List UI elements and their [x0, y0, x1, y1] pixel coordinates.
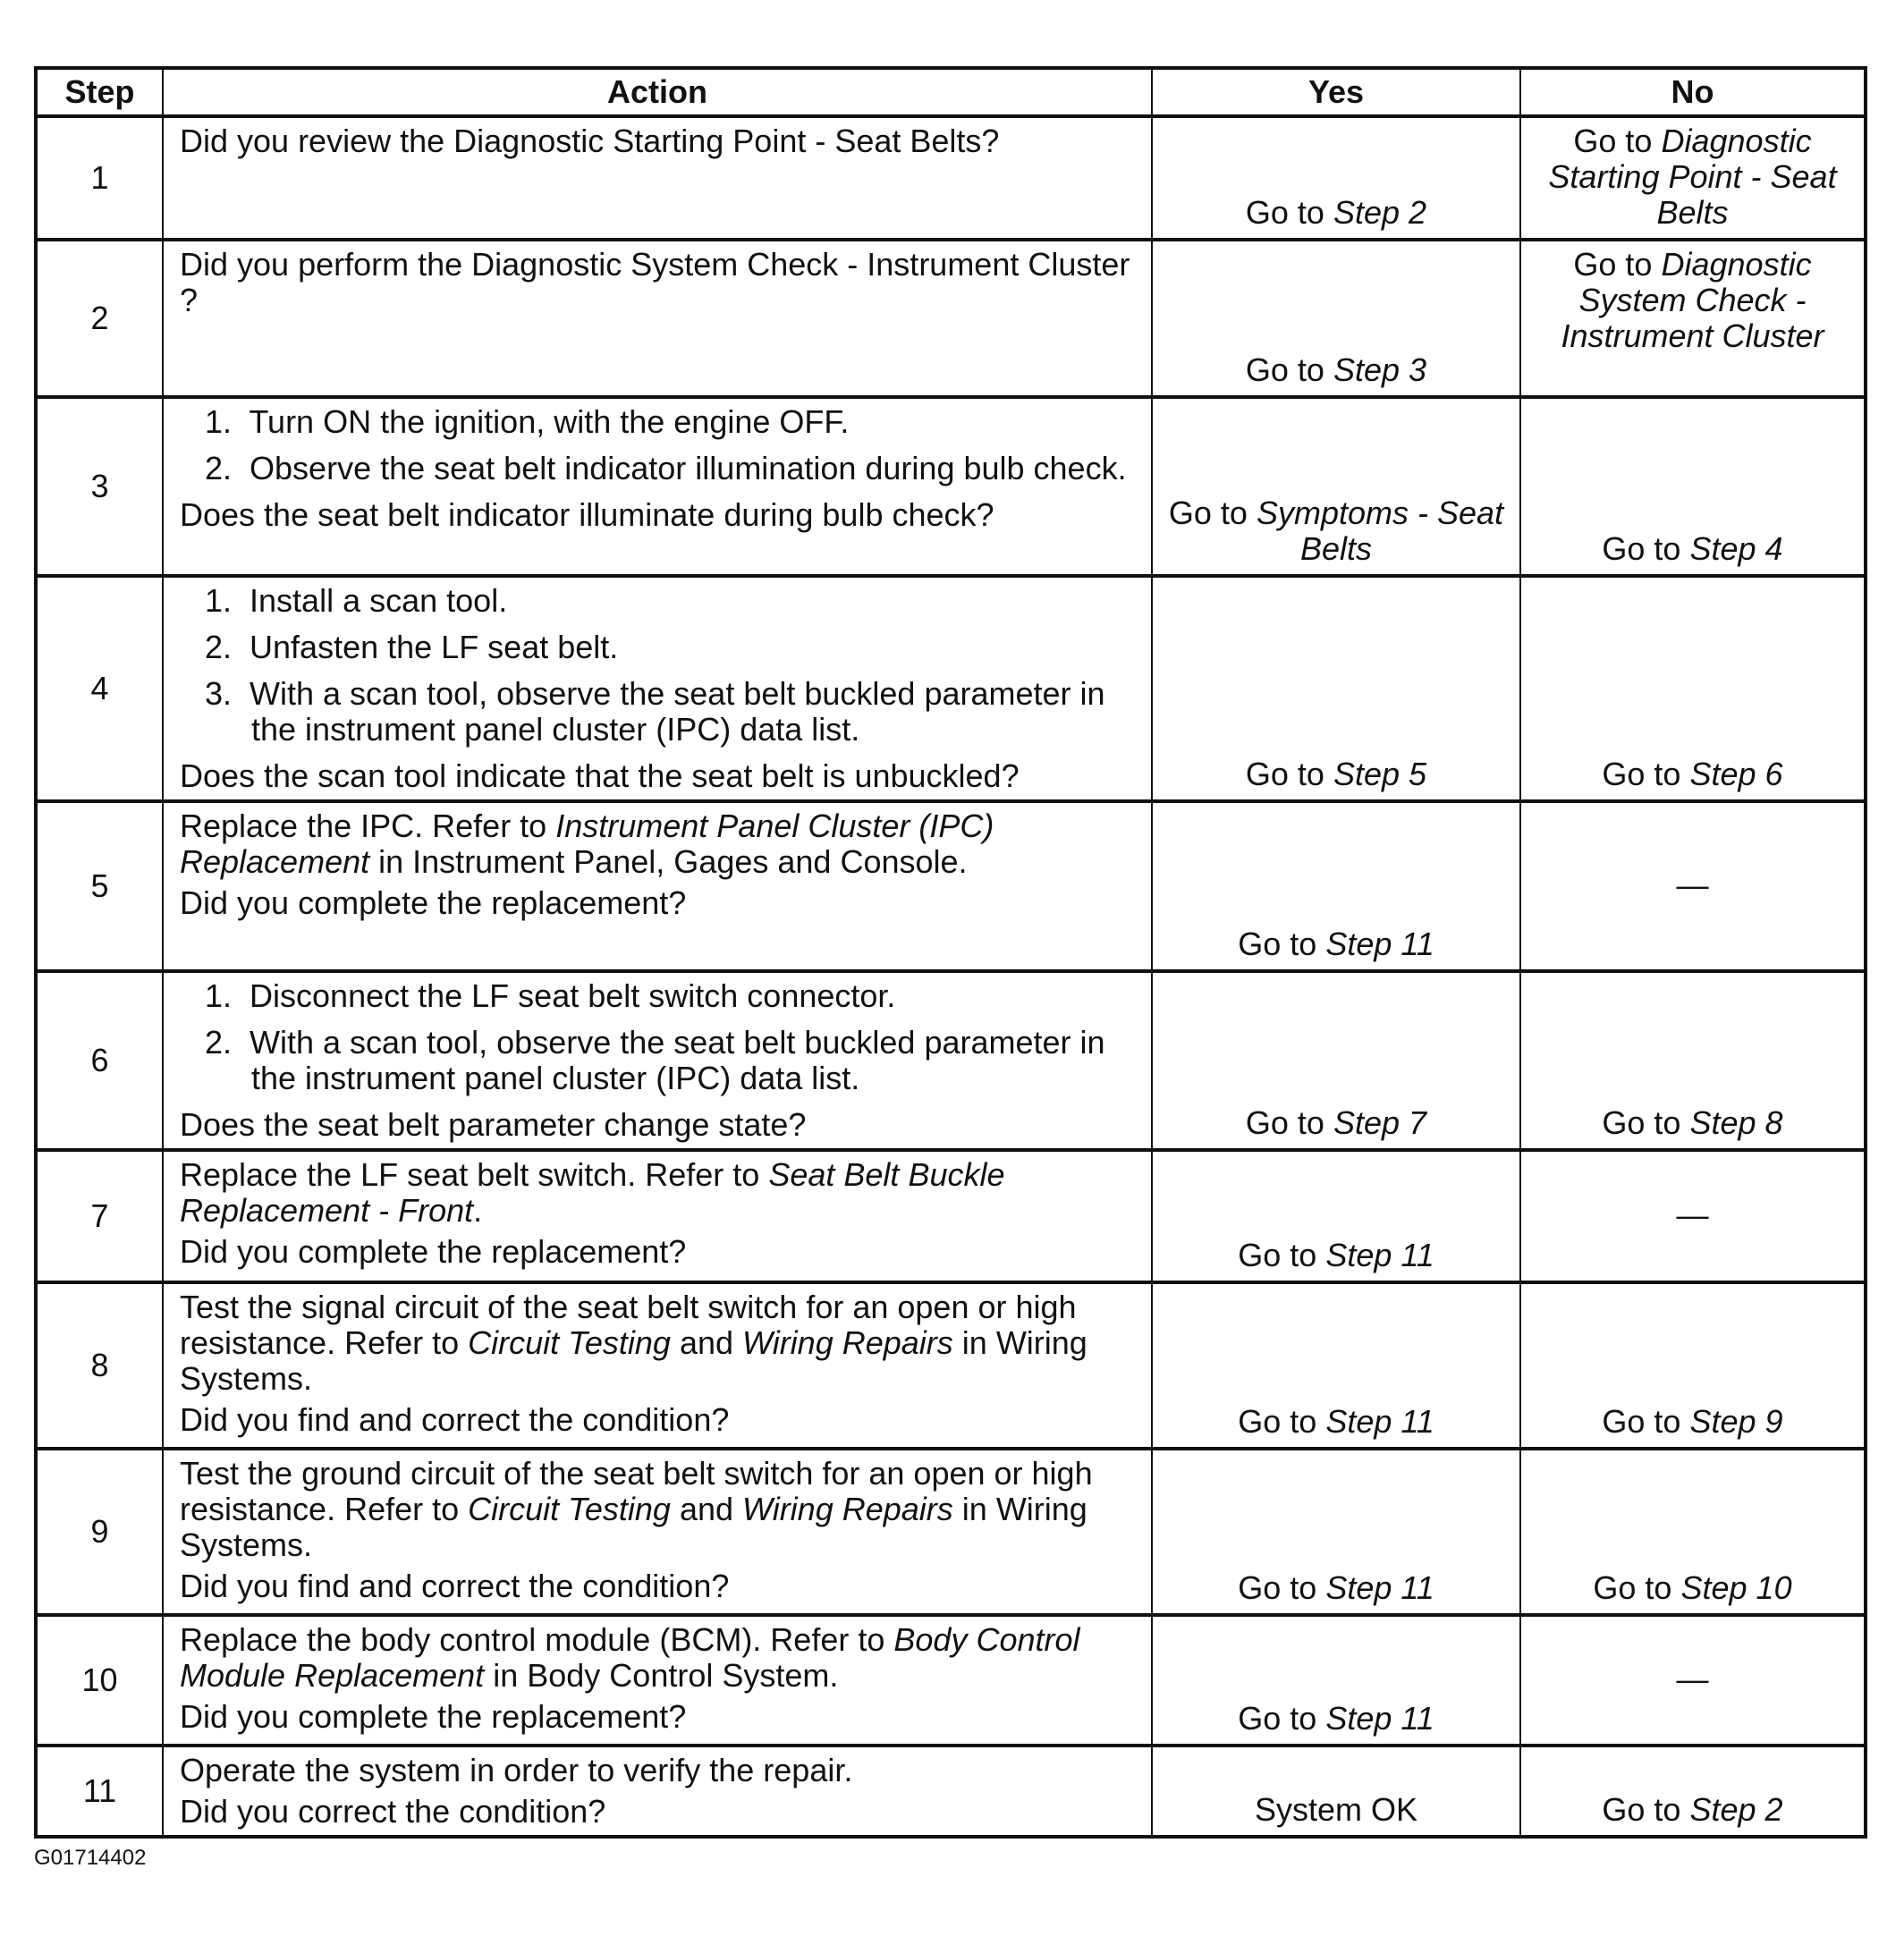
- no-cell: [1520, 1746, 1866, 1837]
- action-cell: [163, 576, 1152, 801]
- no-target: Step 10: [1680, 1569, 1792, 1606]
- step-number: 5: [36, 801, 163, 971]
- action-instruction: Operate the system in order to verify the repair.: [180, 1752, 853, 1788]
- action-question: Did you complete the replacement?: [180, 1233, 687, 1270]
- no-cell: —: [1520, 801, 1866, 971]
- no-cell: [1520, 576, 1866, 801]
- yes-cell: [1152, 1449, 1520, 1615]
- step-number: 4: [36, 576, 163, 801]
- yes-prefix: Go to: [1238, 1569, 1317, 1606]
- reference-link: Wiring Repairs: [742, 1324, 953, 1361]
- yes-prefix: Go to: [1238, 1403, 1317, 1440]
- yes-cell: [1152, 240, 1520, 397]
- table-row: [36, 397, 1866, 576]
- reference-link: Circuit Testing: [468, 1491, 671, 1527]
- yes-prefix: Go to: [1245, 756, 1324, 792]
- yes-target: Step 11: [1325, 1700, 1434, 1737]
- action-question: Did you correct the condition?: [180, 1793, 606, 1830]
- action-question: Did you find and correct the condition?: [180, 1401, 730, 1438]
- action-item: 1. Disconnect the LF seat belt switch connector.: [205, 977, 896, 1014]
- action-item: 1. Turn ON the ignition, with the engine OFF.: [205, 403, 850, 440]
- no-target: Step 8: [1689, 1104, 1783, 1141]
- step-number: 10: [36, 1615, 163, 1746]
- action-cell: [163, 397, 1152, 576]
- action-instruction: Test the signal circuit of the seat belt switch for an open or high resistance. Refer to Circuit Testing and Wiring Repairs in Wiring Systems.: [180, 1289, 1087, 1397]
- yes-cell: [1152, 1150, 1520, 1282]
- table-row: [36, 240, 1866, 397]
- action-item: 2. Unfasten the LF seat belt.: [205, 629, 619, 665]
- action-cell: [163, 1615, 1152, 1746]
- yes-target: Step 11: [1325, 926, 1434, 962]
- yes-cell: [1152, 1282, 1520, 1449]
- no-target: Step 9: [1689, 1403, 1783, 1440]
- header-action: Action: [163, 68, 1152, 116]
- action-question: Did you complete the replacement?: [180, 884, 687, 921]
- action-question: Does the seat belt indicator illuminate during bulb check?: [180, 496, 994, 533]
- action-cell: [163, 1150, 1152, 1282]
- action-item: 3. With a scan tool, observe the seat belt buckled parameter in the instrument panel cluster (IPC) data list.: [205, 675, 1105, 748]
- no-target: Step 4: [1689, 530, 1783, 567]
- yes-prefix: Go to: [1168, 495, 1248, 531]
- no-cell: —: [1520, 1615, 1866, 1746]
- yes-prefix: Go to: [1238, 1237, 1317, 1273]
- table-row: [36, 576, 1866, 801]
- yes-cell: [1152, 397, 1520, 576]
- header-yes: Yes: [1152, 68, 1520, 116]
- yes-target: Step 2: [1333, 194, 1427, 231]
- action-cell: [163, 1282, 1152, 1449]
- no-target: Step 6: [1689, 756, 1783, 792]
- reference-link: Body Control Module Replacement: [180, 1621, 1080, 1694]
- no-cell: —: [1520, 1150, 1866, 1282]
- no-prefix: Go to: [1602, 530, 1681, 567]
- action-instruction: Test the ground circuit of the seat belt switch for an open or high resistance. Refer to Circuit Testing and Wiring Repairs in Wiring Systems.: [180, 1455, 1093, 1563]
- no-cell: [1520, 240, 1866, 397]
- table-row: [36, 1282, 1866, 1449]
- no-cell: [1520, 397, 1866, 576]
- yes-cell: [1152, 1615, 1520, 1746]
- table-row: [36, 1449, 1866, 1615]
- action-text: Did you perform the Diagnostic System Check - Instrument Cluster ?: [180, 246, 1130, 318]
- diagnostic-table: [34, 66, 1867, 1839]
- yes-prefix: Go to: [1245, 194, 1324, 231]
- yes-cell: [1152, 801, 1520, 971]
- yes-prefix: Go to: [1238, 926, 1317, 962]
- action-item: 2. With a scan tool, observe the seat belt buckled parameter in the instrument panel cluster (IPC) data list.: [205, 1024, 1105, 1096]
- step-number: 6: [36, 971, 163, 1150]
- no-cell: [1520, 971, 1866, 1150]
- yes-prefix: Go to: [1245, 351, 1324, 388]
- reference-link: Circuit Testing: [468, 1324, 671, 1361]
- no-target: Diagnostic Starting Point - Seat Belts: [1548, 123, 1837, 231]
- step-number: 8: [36, 1282, 163, 1449]
- no-prefix: Go to: [1573, 246, 1653, 283]
- step-number: 11: [36, 1746, 163, 1837]
- header-no: No: [1520, 68, 1866, 116]
- action-item: 1. Install a scan tool.: [205, 582, 508, 619]
- no-prefix: Go to: [1573, 123, 1653, 159]
- reference-link: Instrument Panel Cluster (IPC) Replacement: [180, 807, 994, 880]
- action-question: Did you find and correct the condition?: [180, 1568, 730, 1604]
- action-text: Did you review the Diagnostic Starting Point - Seat Belts?: [180, 123, 1000, 159]
- figure-id: G01714402: [34, 1846, 147, 1870]
- no-prefix: Go to: [1602, 1403, 1681, 1440]
- action-cell: [163, 240, 1152, 397]
- yes-target: Step 11: [1325, 1403, 1434, 1440]
- action-item: 2. Observe the seat belt indicator illumination during bulb check.: [205, 450, 1127, 486]
- yes-target: Symptoms - Seat Belts: [1256, 495, 1504, 567]
- no-cell: [1520, 116, 1866, 240]
- action-cell: [163, 1449, 1152, 1615]
- no-prefix: Go to: [1593, 1569, 1672, 1606]
- yes-cell: [1152, 971, 1520, 1150]
- no-prefix: Go to: [1602, 756, 1681, 792]
- no-prefix: Go to: [1602, 1791, 1681, 1828]
- no-target: Step 2: [1689, 1791, 1783, 1828]
- no-cell: [1520, 1282, 1866, 1449]
- reference-link: Seat Belt Buckle Replacement - Front: [180, 1156, 1005, 1229]
- table-row: [36, 1746, 1866, 1837]
- action-question: Does the seat belt parameter change state?: [180, 1106, 807, 1143]
- action-question: Does the scan tool indicate that the seat belt is unbuckled?: [180, 757, 1020, 794]
- table-row: [36, 1615, 1866, 1746]
- action-cell: [163, 116, 1152, 240]
- table-row: [36, 116, 1866, 240]
- yes-prefix: Go to: [1238, 1700, 1317, 1737]
- step-number: 3: [36, 397, 163, 576]
- yes-target: Step 5: [1333, 756, 1427, 792]
- action-instruction: Replace the body control module (BCM). Refer to Body Control Module Replacement in Body Control System.: [180, 1621, 1080, 1694]
- action-cell: [163, 801, 1152, 971]
- step-number: 1: [36, 116, 163, 240]
- no-prefix: Go to: [1602, 1104, 1681, 1141]
- reference-link: Wiring Repairs: [742, 1491, 953, 1527]
- action-cell: [163, 971, 1152, 1150]
- action-instruction: Replace the IPC. Refer to Instrument Panel Cluster (IPC) Replacement in Instrument Panel, Gages and Console.: [180, 807, 994, 880]
- step-number: 9: [36, 1449, 163, 1615]
- yes-target: Step 3: [1333, 351, 1427, 388]
- table-row: [36, 971, 1866, 1150]
- yes-cell: System OK: [1152, 1746, 1520, 1837]
- step-number: 2: [36, 240, 163, 397]
- action-instruction: Replace the LF seat belt switch. Refer to Seat Belt Buckle Replacement - Front.: [180, 1156, 1005, 1229]
- yes-target: Step 11: [1325, 1569, 1434, 1606]
- yes-prefix: Go to: [1245, 1104, 1324, 1141]
- action-cell: [163, 1746, 1152, 1837]
- step-number: 7: [36, 1150, 163, 1282]
- yes-target: Step 11: [1325, 1237, 1434, 1273]
- no-cell: [1520, 1449, 1866, 1615]
- table-row: [36, 1150, 1866, 1282]
- header-step: Step: [36, 68, 163, 116]
- yes-target: Step 7: [1333, 1104, 1427, 1141]
- action-question: Did you complete the replacement?: [180, 1698, 687, 1735]
- yes-cell: [1152, 576, 1520, 801]
- yes-cell: [1152, 116, 1520, 240]
- no-target: Diagnostic System Check - Instrument Cluster: [1561, 246, 1824, 354]
- table-row: [36, 801, 1866, 971]
- table-header-row: [36, 68, 1866, 116]
